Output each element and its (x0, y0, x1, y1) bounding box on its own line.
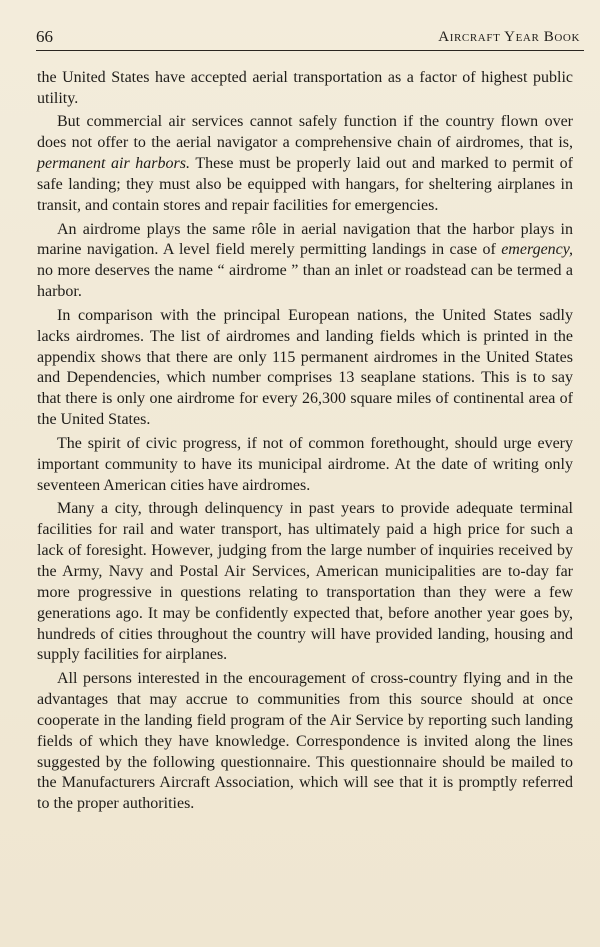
paragraph-text: An airdrome plays the same rôle in aerial navigation that the harbor plays in marine navigation. A level field merely permitting landings in case of (37, 220, 573, 259)
page-number: 66 (36, 27, 53, 46)
body-text (37, 68, 573, 818)
paragraph-airdrome-role (37, 220, 573, 304)
running-title: Aircraft Year Book (438, 29, 580, 45)
paragraph-text: But commercial air services cannot safely function if the country flown over does not offer to the aerial navigator a comprehensive chain of airdromes, that is, (37, 113, 573, 152)
emphasized-word: emergency, (501, 241, 573, 259)
paragraph-continuation: the United States have accepted aerial transportation as a factor of highest public utility. (37, 69, 573, 107)
paragraph-text: no more deserves the name “ airdrome ” than an inlet or roadstead can be termed a harbor. (37, 262, 573, 301)
paragraph-cooperation: All persons interested in the encouragement of cross-country flying and in the advantages that may accrue to communities from this source should at once cooperate in the landing field program of the Air Service by reporting such landing fields of which they have knowledge. Correspondence is invited along the lines suggested by the following questionnaire. This questionnaire should be mailed to the Manufacturers Aircraft Association, which will see that it is promptly referred to the proper authorities. (37, 669, 573, 813)
emphasized-phrase: permanent air harbors. (37, 155, 190, 173)
paragraph-comparison: In comparison with the principal European nations, the United States sadly lacks airdromes. The list of airdromes and landing fields which is printed in the appendix shows that there are only 115 permanent airdromes in the United States and Dependencies, which number comprises 13 seaplane stations. This is to say that there is only one airdrome for every 26,300 square miles of continental area of the United States. (37, 306, 573, 429)
paragraph-delinquency: Many a city, through delinquency in past years to provide adequate terminal facilities for rail and water transport, has ultimately paid a high price for such a lack of foresight. However, judging from the large number of inquiries received by the Army, Navy and Postal Air Services, American municipalities are to-day far more progressive in questions relating to transportation than they were a few generations ago. It may be confidently expected that, before another year goes by, hundreds of cities throughout the country will have provided landing, housing and supply facilities for airplanes. (37, 500, 573, 664)
paragraph-text: These must be properly laid out and marked to permit of safe landing; they must also be equipped with hangars, for sheltering airplanes in transit, and contain stores and repair facilities for emergencies. (37, 155, 574, 215)
paragraph-air-harbors (37, 112, 573, 217)
page-header (36, 24, 584, 51)
paragraph-civic-progress: The spirit of civic progress, if not of common forethought, should urge every important community to have its municipal airdrome. At the date of writing only seventeen American cities have airdromes. (37, 434, 573, 494)
